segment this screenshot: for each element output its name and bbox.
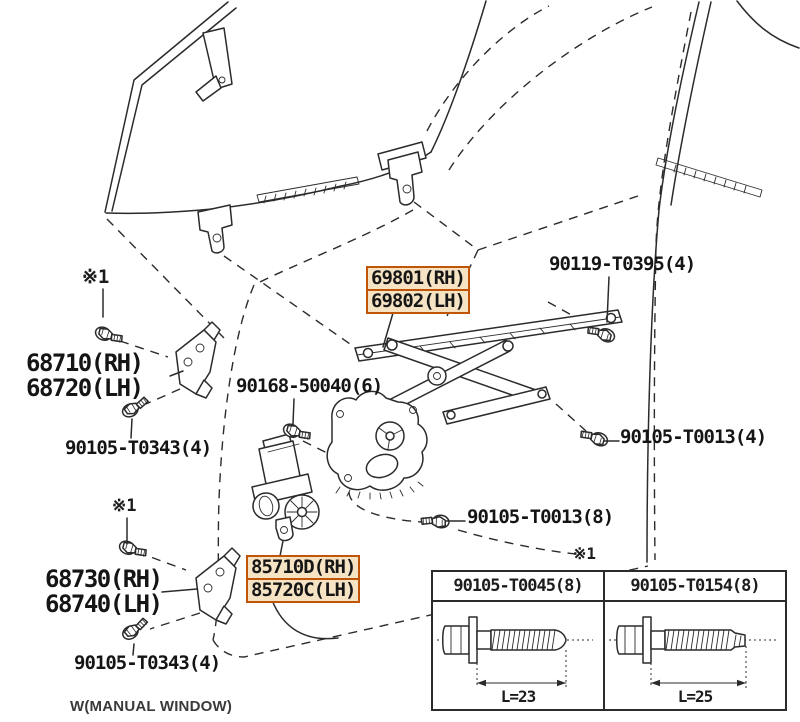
column-header-bolt-t0045: 90105-T0045(8) — [433, 572, 605, 600]
bolt-icon — [93, 325, 124, 348]
part-number-bolt-t0013-8: 90105-T0013(8) — [467, 506, 614, 528]
part-number-hinge-upper-lh: 68720(LH) — [26, 374, 143, 402]
bolt-length-l23: L=23 — [500, 687, 536, 706]
manual-window-note: W(MANUAL WINDOW) — [70, 698, 233, 715]
bolt-spec-table-body — [433, 602, 785, 709]
part-number-hinge-upper-rh: 68710(RH) — [26, 349, 143, 377]
bolt-spec-table-header — [433, 572, 785, 602]
window-motor — [252, 434, 319, 541]
bolt-t0154-cell — [605, 602, 785, 709]
part-number-hinge-lower-rh: 68730(RH) — [45, 565, 162, 593]
bolt-icon — [117, 539, 148, 562]
bolt-icon — [420, 512, 450, 529]
part-number-screw-50040: 90168-50040(6) — [236, 375, 383, 397]
part-number-motor-lh[interactable]: 85720C(LH) — [246, 578, 360, 603]
bolt-spec-table — [431, 570, 787, 711]
part-number-hinge-lower — [45, 567, 162, 617]
window-glass — [105, 1, 486, 213]
rear-run-channel — [656, 158, 762, 197]
glass-bracket-left — [198, 205, 232, 253]
channel-bracket-top — [196, 28, 232, 101]
part-number-hinge-upper — [26, 351, 143, 401]
part-number-bolt-t0343-lower: 90105-T0343(4) — [74, 652, 221, 674]
ref-mark-2: ※1 — [112, 496, 137, 516]
bolt-t0045-cell — [433, 602, 605, 709]
ref-mark-1: ※1 — [82, 266, 110, 288]
part-number-hinge-lower-lh: 68740(LH) — [45, 590, 162, 618]
ref-mark-3: ※1 — [573, 544, 597, 563]
column-header-bolt-t0154: 90105-T0154(8) — [630, 576, 760, 596]
door-hinge-upper — [176, 322, 220, 398]
part-number-bolt-t0343-upper: 90105-T0343(4) — [65, 437, 212, 459]
bolt-icon — [120, 617, 150, 642]
part-number-bolt-t0395: 90119-T0395(4) — [549, 253, 696, 275]
part-number-motor-rh[interactable]: 85710D(RH) — [246, 555, 360, 580]
label-regulator-highlight[interactable] — [366, 266, 470, 314]
bolt-length-l25: L=25 — [677, 687, 713, 706]
part-number-regulator-rh[interactable]: 69801(RH) — [366, 266, 470, 291]
label-motor-highlight[interactable] — [246, 555, 360, 603]
part-number-regulator-lh[interactable]: 69802(LH) — [366, 289, 470, 314]
part-number-bolt-t0013-4: 90105-T0013(4) — [620, 426, 767, 448]
glass-bracket-right — [378, 142, 426, 205]
window-regulator-assembly — [327, 310, 622, 499]
